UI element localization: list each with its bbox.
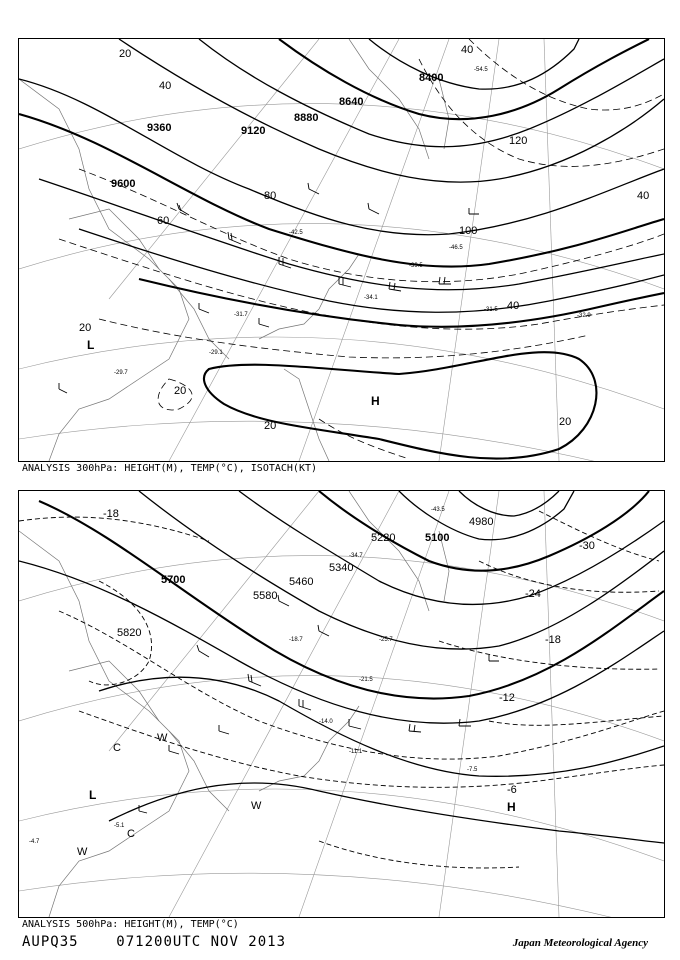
height-label-9360: 9360 — [147, 122, 172, 134]
valid-datetime: 071200UTC NOV 2013 — [116, 934, 287, 950]
temp-value: -54.5 — [474, 67, 488, 73]
isotach-label-40-east: 40 — [507, 300, 520, 312]
upper-panel-caption: ANALYSIS 300hPa: HEIGHT(M), TEMP(°C), ISOTACH(KT) — [22, 463, 318, 474]
height-contours-500 — [19, 491, 664, 843]
lower-panel-caption: ANALYSIS 500hPa: HEIGHT(M), TEMP(°C) — [22, 919, 239, 930]
temp-value: -34.1 — [364, 295, 378, 301]
temp-value: -29.7 — [114, 370, 128, 376]
height-label-5220: 5220 — [371, 532, 396, 544]
isotach-label-20: 20 — [119, 48, 132, 60]
temp-value: -21.5 — [359, 677, 373, 683]
isotach-label-20-low: 20 — [264, 420, 277, 432]
temp-label-minus-12: -12 — [499, 692, 515, 704]
temp-value: -31.7 — [234, 312, 248, 318]
height-label-5820: 5820 — [117, 627, 142, 639]
temp-value: -42.5 — [289, 230, 303, 236]
height-label-4980: 4980 — [469, 516, 494, 528]
temp-value: -46.5 — [449, 245, 463, 251]
temp-label-minus-6: -6 — [507, 784, 517, 796]
isotach-label-20-east: 20 — [559, 416, 572, 428]
map-300hpa-canvas — [19, 39, 664, 461]
temp-value: -11.1 — [349, 749, 363, 755]
isotach-label-40-north: 40 — [461, 44, 474, 56]
temp-value: -5.1 — [114, 823, 125, 829]
isotach-label-120: 120 — [509, 135, 528, 147]
isotach-label-60: 60 — [157, 215, 170, 227]
temp-label-minus-24: -24 — [525, 588, 541, 600]
height-label-5340: 5340 — [329, 562, 354, 574]
temp-value: -29.1 — [209, 350, 223, 356]
temp-value: -25.7 — [379, 637, 393, 643]
isotach-label-20-west: 20 — [79, 322, 92, 334]
high-pressure-marker: H — [507, 800, 516, 814]
temp-value: -34.7 — [349, 553, 363, 559]
isotach-label-100: 100 — [459, 225, 478, 237]
wind-barbs-500 — [139, 595, 499, 813]
temp-label-minus-18-west: -18 — [103, 508, 119, 520]
isotach-label-20-south: 20 — [174, 385, 187, 397]
temp-value: -18.7 — [289, 637, 303, 643]
temp-value: -4.7 — [29, 839, 40, 845]
height-label-5100: 5100 — [425, 532, 450, 544]
height-label-5460: 5460 — [289, 576, 314, 588]
isotach-label-40-far-east: 40 — [637, 190, 650, 202]
temp-value: -14.0 — [319, 719, 333, 725]
analysis-500hpa-map — [18, 490, 665, 918]
isotach-label-40: 40 — [159, 80, 172, 92]
temp-value: -43.5 — [431, 507, 445, 513]
height-label-5580: 5580 — [253, 590, 278, 602]
cold-center-marker: C — [113, 742, 121, 754]
cold-center-marker-south: C — [127, 828, 135, 840]
analysis-300hpa-map — [18, 38, 665, 462]
low-pressure-marker: L — [87, 338, 95, 352]
chart-footer — [22, 934, 286, 950]
height-label-5700: 5700 — [161, 574, 186, 586]
temp-value: -31.5 — [484, 307, 498, 313]
height-label-9600: 9600 — [111, 178, 136, 190]
low-pressure-marker: L — [89, 788, 97, 802]
height-label-9120: 9120 — [241, 125, 266, 137]
temp-value: -39.5 — [409, 263, 423, 269]
temp-value: -7.5 — [467, 767, 478, 773]
temp-value: -32.9 — [577, 313, 591, 319]
bulletin-code: AUPQ35 — [22, 934, 79, 950]
graticule-500 — [19, 491, 664, 917]
temp-label-minus-18: -18 — [545, 634, 561, 646]
isotach-label-80: 80 — [264, 190, 277, 202]
temp-label-minus-30: -30 — [579, 540, 595, 552]
high-pressure-marker: H — [371, 394, 380, 408]
height-label-8400: 8400 — [419, 72, 444, 84]
warm-center-marker-south: W — [251, 800, 262, 812]
height-label-8640: 8640 — [339, 96, 364, 108]
warm-center-marker-west: W — [77, 846, 88, 858]
agency-name: Japan Meteorological Agency — [512, 937, 648, 949]
map-500hpa-canvas — [19, 491, 664, 917]
height-label-8880: 8880 — [294, 112, 319, 124]
warm-center-marker: W — [157, 732, 168, 744]
